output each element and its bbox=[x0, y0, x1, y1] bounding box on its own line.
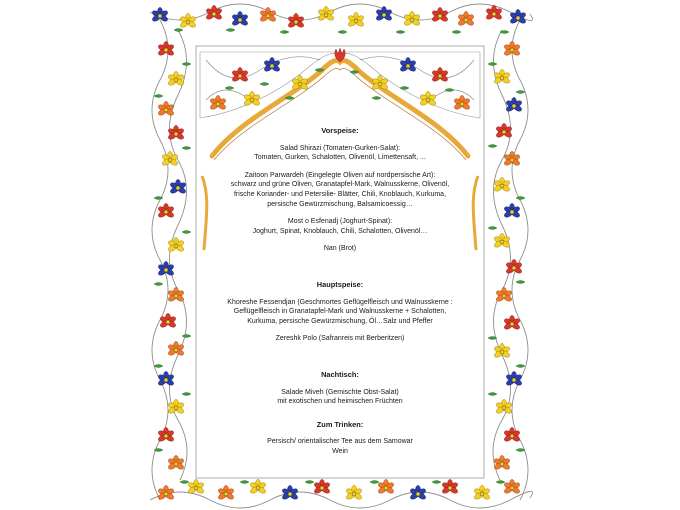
menu-item bbox=[220, 388, 460, 407]
menu-item bbox=[220, 334, 460, 344]
item-name: Khoreshe Fessendjan (Geschmortes Geflügelfleisch und Walnusskerne : bbox=[227, 298, 453, 306]
item-name: Most o Esfenadj (Joghurt-Spinat): bbox=[287, 218, 393, 226]
menu-item bbox=[220, 171, 460, 209]
item-name: Zaitoon Parwardeh (Eingelegte Oliven auf nordpersische Art): bbox=[244, 171, 436, 179]
left-border-flowers bbox=[154, 41, 191, 470]
menu-text bbox=[220, 126, 460, 456]
item-name: Salad Shirazi (Tomaten-Gurken-Salat): bbox=[279, 144, 401, 152]
menu-item bbox=[220, 217, 460, 236]
section-heading: Zum Trinken: bbox=[316, 419, 364, 429]
section-nachtisch bbox=[220, 370, 460, 407]
menu-item bbox=[220, 437, 460, 456]
item-desc: mit exotischen und heimischen Früchten bbox=[277, 398, 403, 406]
item-desc: schwarz und grüne Oliven, Granatapfel-Mark, Walnusskerne, Olivenöl, bbox=[230, 181, 450, 189]
item-desc: Kurkuma, persische Gewürzmischung, Öl…Salz und Pfeffer bbox=[247, 317, 433, 325]
item-desc: Wein bbox=[332, 447, 348, 455]
section-vorspeise bbox=[220, 126, 460, 254]
item-name: Salade Miveh (Gemischte Obst-Salat) bbox=[281, 388, 399, 396]
section-heading: Nachtisch: bbox=[321, 369, 359, 379]
item-desc: persische Gewürzmischung, Balsamicoessig… bbox=[267, 200, 413, 208]
section-heading: Vorspeise: bbox=[321, 126, 359, 135]
menu-item bbox=[220, 244, 460, 254]
menu-item bbox=[220, 144, 460, 163]
section-hauptspeise bbox=[220, 280, 460, 344]
item-desc: Geflügelfleisch in Granatapfel-Mark und Walnusskerne + Schalotten, bbox=[233, 308, 447, 316]
item-name: Zereshk Polo (Safranreis mit Berberitzen) bbox=[275, 335, 405, 343]
item-desc: Joghurt, Spinat, Knoblauch, Chili, Schalotten, Olivenöl… bbox=[252, 227, 428, 235]
section-heading: Hauptspeise: bbox=[316, 279, 364, 289]
menu-item bbox=[220, 298, 460, 327]
item-name: Nan (Brot) bbox=[323, 245, 357, 253]
item-desc: frische Koriander- und Petersilie- Blätter, Chili, Knoblauch, Kurkuma, bbox=[233, 190, 447, 198]
item-name: Persisch/ orientalischer Tee aus dem Samowar bbox=[267, 438, 413, 446]
bottom-border-flowers bbox=[157, 479, 520, 500]
section-zum-trinken bbox=[220, 420, 460, 457]
item-desc: Tomaten, Gurken, Schalotten, Olivenöl, Limettensaft, ... bbox=[254, 154, 426, 162]
top-border-flowers bbox=[151, 5, 526, 33]
